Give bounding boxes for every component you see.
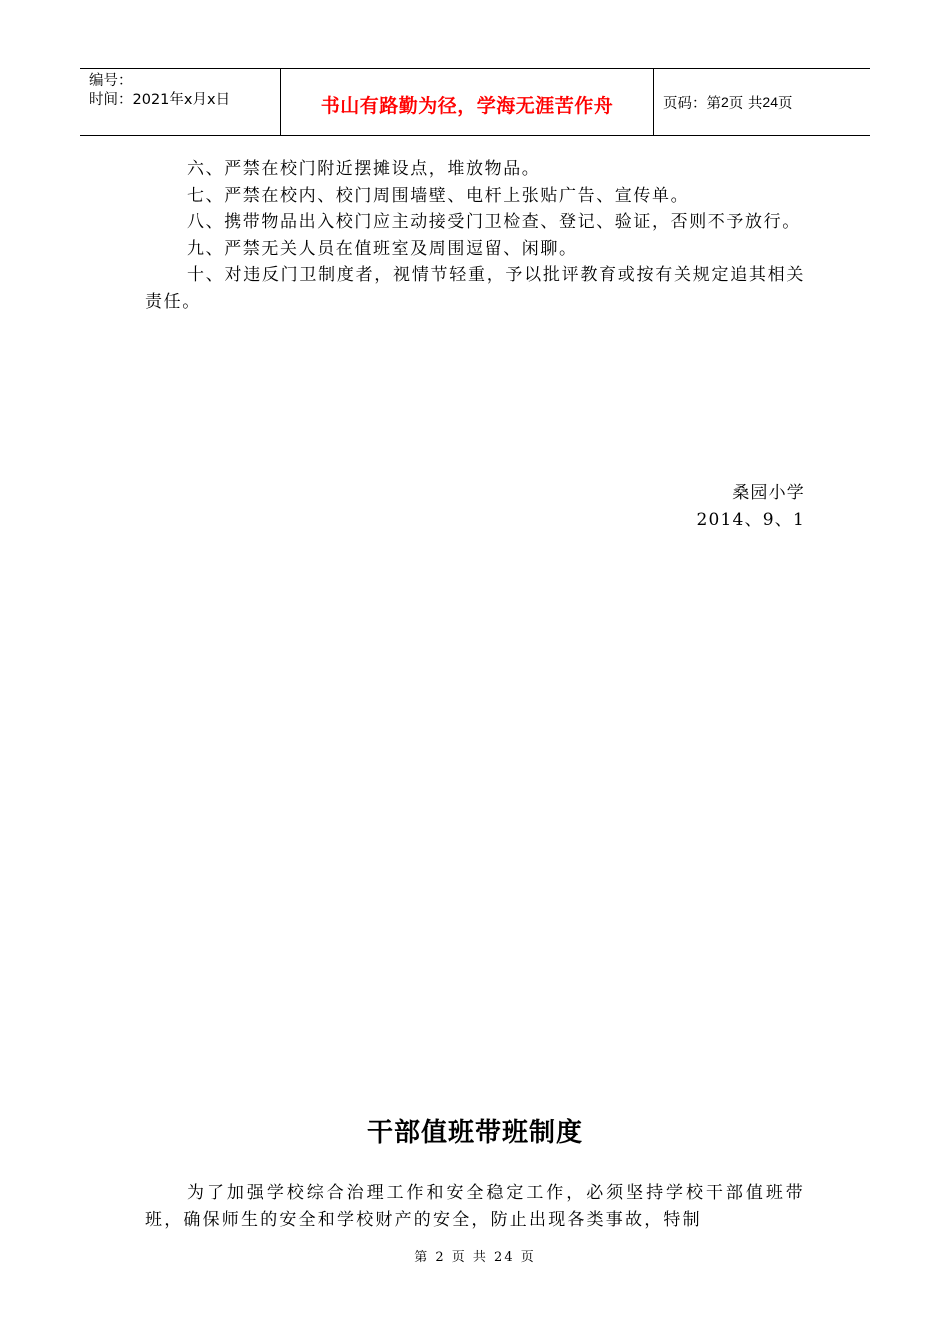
header-page-cell: [654, 69, 870, 135]
signature-date: 2014、9、1: [696, 510, 805, 530]
page-end-label: 页: [777, 95, 793, 112]
header-motto-cell: [281, 69, 654, 135]
page-footer: 第 2 页 共 24 页: [414, 1250, 536, 1265]
section-title: 干部值班带班制度: [366, 1118, 583, 1148]
page-total: 24: [762, 94, 778, 110]
rule-item: 十、对违反门卫制度者，视情节轻重，予以批评教育或按有关规定追其相关责任。: [145, 265, 805, 312]
rules-list: [145, 156, 805, 315]
header-meta-cell: [80, 69, 281, 135]
signature-block: [697, 480, 806, 534]
rule-item: 九、严禁无关人员在值班室及周围逗留、闲聊。: [187, 238, 578, 259]
rule-item: 七、严禁在校内、校门周围墙壁、电杆上张贴广告、宣传单。: [187, 185, 690, 206]
page-mid-label: 页 共: [728, 95, 763, 112]
header-motto: 书山有路勤为径，学海无涯苦作舟: [320, 94, 614, 117]
document-time-label: 时间：2021年x月x日: [89, 92, 231, 108]
document-number-label: 编号：: [89, 73, 133, 89]
section-intro: [145, 1180, 805, 1234]
rule-item: 六、严禁在校门附近摆摊设点，堆放物品。: [187, 159, 541, 179]
signature-org: 桑园小学: [732, 483, 805, 503]
page-label: 页码：第: [663, 95, 721, 112]
page-current: 2: [721, 94, 729, 110]
section-intro-paragraph: 为了加强学校综合治理工作和安全稳定工作，必须坚持学校干部值班带班，确保师生的安全和学校财产的安全，防止出现各类事故，特制: [145, 1183, 805, 1230]
rule-item: 八、携带物品出入校门应主动接受门卫检查、登记、验证，否则不予放行。: [187, 212, 801, 232]
page-header: [80, 68, 870, 136]
